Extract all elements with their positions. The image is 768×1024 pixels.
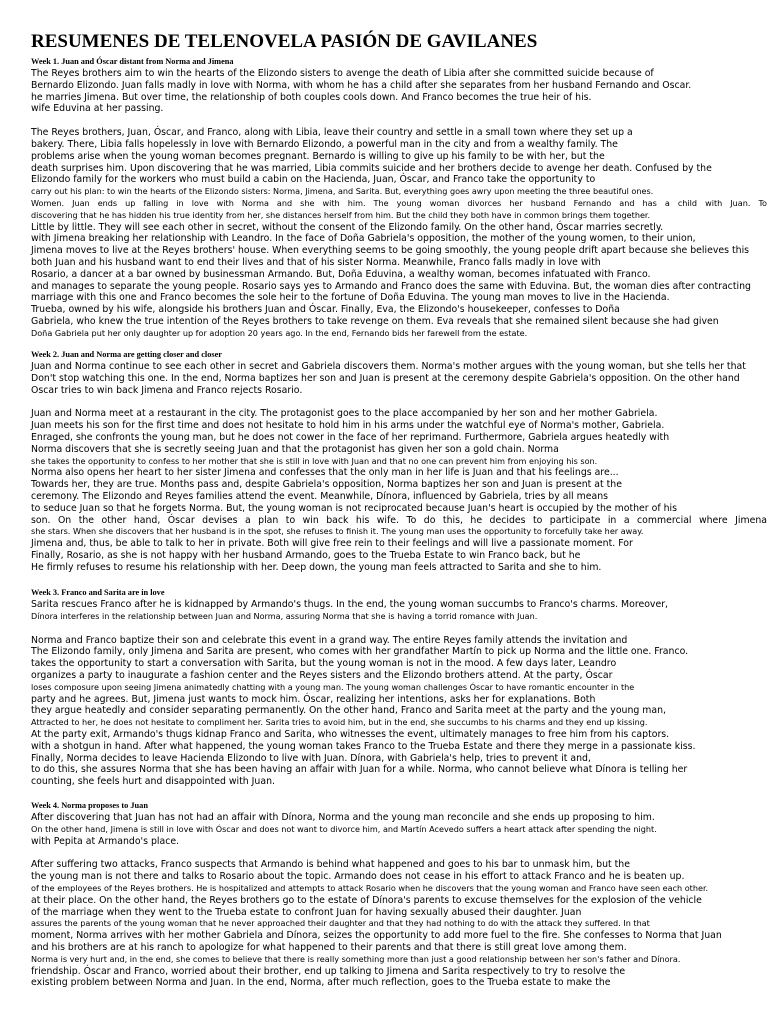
- week-1-section: [31, 56, 767, 340]
- text-line: son. On the other hand, Óscar devises a plan to win back his wife. To do this, he decides to participate in a commercial where Jimena: [31, 514, 767, 526]
- text-line: loses composure upon seeing Jimena animatedly chatting with a young man. The young woman challenges Óscar to have romantic encounter in the: [31, 681, 635, 692]
- text-line: ceremony. The Elizondo and Reyes families attend the event. Meanwhile, Dínora, influenced by Gabriela, tries by all means: [31, 490, 608, 502]
- text-line: The Elizondo family, only Jimena and Sarita are present, who comes with her grandfather Martín to pick up Norma and the little one. Franco.: [31, 646, 689, 658]
- text-line: At the party exit, Armando's thugs kidnap Franco and Sarita, who witnesses the event, ultimately manages to free him from his captors.: [31, 728, 670, 740]
- week-3-heading: Week 3. Franco and Sarita are in love: [31, 588, 165, 597]
- text-line: party and he agrees. But, Jimena just wants to mock him. Óscar, realizing her intentions, asks her for explanations. Both: [31, 693, 596, 705]
- text-line: she takes the opportunity to confess to her mother that she is still in love with Juan and that no one can prevent him from enjoying his son.: [31, 455, 598, 466]
- week-2-body: [31, 408, 767, 573]
- text-line: of the employees of the Reyes brothers. He is hospitalized and attempts to attack Rosario when he discovers that the young woman and Franco have seen each other.: [31, 882, 709, 893]
- text-line: Finally, Rosario, as she is not happy with her husband Armando, goes to the Trueba Estate to win Franco back, but he: [31, 549, 581, 561]
- text-line: Sarita rescues Franco after he is kidnapped by Armando's thugs. In the end, the young woman succumbs to Franco's charms. Moreover,: [31, 599, 669, 610]
- text-line: Little by little. They will see each other in secret, without the consent of the Elizondo family. On the other hand, Óscar marries secretly.: [31, 221, 664, 233]
- week-2-intro: [31, 361, 767, 396]
- text-line: Bernardo Elizondo. Juan falls madly in love with Norma, with whom he has a child after she separates from her husband Fernando and Oscar.: [31, 79, 692, 91]
- text-line: to do this, she assures Norma that she has been having an affair with Juan for a while. Norma, who cannot believe what Dínora is telling her: [31, 764, 688, 776]
- text-line: Jimena and, thus, be able to talk to her in private. Both will give free rein to their feelings and will live a passionate moment. For: [31, 538, 633, 550]
- week-1-body: [31, 127, 767, 339]
- week-3-section: [31, 587, 695, 788]
- text-line: Finally, Norma decides to leave Hacienda Elizondo to live with Juan. Dínora, with Gabriela's help, tries to prevent it and,: [31, 752, 591, 764]
- text-line: moment, Norma arrives with her mother Gabriela and Dínora, seizes the opportunity to add more fuel to the fire. She confesses to Norma that Juan: [31, 930, 722, 942]
- text-line: organizes a party to inaugurate a fashion center and the Reyes sisters and the Elizondo brothers attend. At the party, Óscar: [31, 669, 613, 681]
- text-line: with Pepita at Armando's place.: [31, 835, 180, 847]
- text-line: and manages to separate the young people. Rosario says yes to Armando and Franco does the same with Eduvina. But, the woman dies after contracting: [31, 280, 751, 292]
- text-line: Juan and Norma meet at a restaurant in the city. The protagonist goes to the place accompanied by her son and her mother Gabriela.: [31, 408, 658, 420]
- week-4-intro: [31, 812, 722, 847]
- text-line: bakery. There, Libia falls hopelessly in love with Bernardo Elizondo, a powerful man in the city and from a wealthy family. The: [31, 138, 618, 150]
- text-line: Women. Juan ends up falling in love with Norma and she with him. The young woman divorces her husband Fernando and has a child with Juan. To: [31, 197, 767, 208]
- text-line: Enraged, she confronts the young man, but he does not cower in the face of her reprimand. Furthermore, Gabriela argues heatedly with: [31, 431, 670, 443]
- text-line: Oscar tries to win back Jimena and Franco rejects Rosario.: [31, 384, 303, 396]
- text-line: wife Eduvina at her passing.: [31, 103, 164, 115]
- week-4-body: [31, 859, 722, 989]
- text-line: Juan meets his son for the first time and does not hesitate to hold him in his arms under the watchful eye of Norma's mother, Gabriela.: [31, 420, 665, 432]
- text-line: Trueba, owned by his wife, alongside his brothers Juan and Óscar. Finally, Eva, the Elizondo's housekeeper, confesses to Doña: [31, 304, 620, 316]
- text-line: takes the opportunity to start a conversation with Sarita, but the young woman is not in the mood. A few days later, Leandro: [31, 658, 617, 670]
- text-line: to seduce Juan so that he forgets Norma. But, the young woman is not reciprocated because Juan's heart is occupied by the mother of his: [31, 502, 677, 514]
- week-1-heading: Week 1. Juan and Óscar distant from Norma and Jimena: [31, 57, 234, 66]
- text-line: both Juan and his husband want to end their lives and that of his sister Norma. Meanwhile, Franco falls madly in love with: [31, 256, 601, 268]
- text-line: He firmly refuses to resume his relationship with her. Deep down, the young man feels attracted to Sarita and she to him.: [31, 561, 602, 573]
- week-4-section: [31, 800, 722, 989]
- text-line: Attracted to her, he does not hesitate to compliment her. Sarita tries to avoid him, but in the end, she succumbs to his charms and they end up kissing.: [31, 717, 648, 728]
- week-3-body: [31, 635, 695, 788]
- text-line: Jimena moves to live at the Reyes brothers' house. When everything seems to be going smoothly, the young people drift apart because she believes this: [31, 245, 750, 257]
- text-line: Don't stop watching this one. In the end, Norma baptizes her son and Juan is present at the ceremony despite Gabriela's opposition. On the other hand: [31, 372, 740, 384]
- text-line: Gabriela, who knew the true intention of the Reyes brothers to take revenge on them. Eva reveals that she remained silent because she had given: [31, 315, 719, 327]
- text-line: Norma is very hurt and, in the end, she comes to believe that there is really something more than just a good relationship between her son's father and Dínora.: [31, 953, 681, 964]
- text-line: Dínora interferes in the relationship between Juan and Norma, assuring Norma that she is having a torrid romance with Juan.: [31, 610, 538, 621]
- text-line: they argue heatedly and consider separating permanently. On the other hand, Franco and Sarita meet at the party and the young man,: [31, 705, 667, 717]
- text-line: Juan and Norma continue to see each other in secret and Gabriela discovers them. Norma's mother argues with the young woman, but she tells her that: [31, 361, 746, 372]
- text-line: The Reyes brothers aim to win the hearts of the Elizondo sisters to avenge the death of Libia after she committed suicide because of: [31, 68, 654, 79]
- text-line: of the marriage when they went to the Trueba estate to confront Juan for having sexually abused their daughter. Juan: [31, 906, 582, 918]
- text-line: assures the parents of the young woman that he never approached their daughter and that they had nothing to do with the attack they suffered. In that: [31, 918, 650, 929]
- text-line: Norma and Franco baptize their son and celebrate this event in a grand way. The entire Reyes family attends the invitation and: [31, 634, 628, 646]
- text-line: existing problem between Norma and Juan. In the end, Norma, after much reflection, goes to the Trueba estate to make the: [31, 977, 611, 989]
- text-line: counting, she feels hurt and disappointed with Juan.: [31, 776, 275, 788]
- text-line: problems arise when the young woman becomes pregnant. Bernardo is willing to give up his family to be with her, but the: [31, 150, 605, 162]
- text-line: Norma discovers that she is secretly seeing Juan and that the protagonist has given her son a gold chain. Norma: [31, 443, 559, 455]
- text-line: Norma also opens her heart to her sister Jimena and confesses that the only man in her life is Juan and that his feelings are...: [31, 467, 619, 479]
- text-line: friendship. Óscar and Franco, worried about their brother, end up talking to Jimena and Sarita respectively to try to resolve the: [31, 965, 626, 977]
- text-line: discovering that he has hidden his true identity from her, she distances herself from him. But the child they both have in common brings them together.: [31, 209, 651, 220]
- text-line: After discovering that Juan has not had an affair with Dínora, Norma and the young man reconcile and she ends up proposing to him.: [31, 812, 655, 823]
- text-line: with Jimena breaking her relationship with Leandro. In the face of Doña Gabriela's opposition, the mother of the young women, to their union,: [31, 233, 696, 245]
- week-2-heading: Week 2. Juan and Norma are getting closer and closer: [31, 350, 222, 359]
- text-line: and his brothers are at his ranch to apologize for what happened to their parents and that there is still great love among them.: [31, 941, 627, 953]
- text-line: with a shotgun in hand. After what happened, the young woman takes Franco to the Trueba Estate and there they merge in a passionate kiss.: [31, 740, 696, 752]
- text-line: marriage with this one and Franco becomes the sole heir to the fortune of Doña Eduvina. The young man moves to live in the Hacienda.: [31, 292, 670, 304]
- text-line: death surprises him. Upon discovering that he was married, Libia commits suicide and her brothers decide to avenge her death. Confused by the: [31, 162, 712, 174]
- text-line: The Reyes brothers, Juan, Óscar, and Franco, along with Libia, leave their country and settle in a small town where they set up a: [31, 127, 633, 139]
- text-line: Rosario, a dancer at a bar owned by businessman Armando. But, Doña Eduvina, a wealthy woman, becomes infatuated with Franco.: [31, 268, 651, 280]
- week-1-intro: [31, 68, 767, 115]
- week-2-section: [31, 349, 767, 574]
- text-line: Elizondo family for the workers who must build a cabin on the Hacienda, Juan, Óscar, and Franco take the opportunity to: [31, 174, 596, 186]
- text-line: she stars. When she discovers that her husband is in the spot, she refuses to finish it. The young man uses the opportunity to forcefully take her away.: [31, 526, 644, 537]
- text-line: Doña Gabriela put her only daughter up for adoption 20 years ago. In the end, Fernando bids her farewell from the estate.: [31, 327, 528, 338]
- text-line: the young man is not there and talks to Rosario about the topic. Armando does not cease in his effort to attack Franco and he is beaten up.: [31, 871, 685, 883]
- text-line: After suffering two attacks, Franco suspects that Armando is behind what happened and goes to his bar to unmask him, but the: [31, 859, 630, 871]
- week-3-intro: [31, 599, 695, 623]
- text-line: at their place. On the other hand, the Reyes brothers go to the estate of Dínora's parents to excuse themselves for the explosion of the vehicle: [31, 894, 702, 906]
- text-line: On the other hand, Jimena is still in love with Óscar and does not want to divorce him, and Martín Acevedo suffers a heart attack after spending the night.: [31, 823, 657, 834]
- text-line: carry out his plan: to win the hearts of the Elizondo sisters: Norma, Jimena, and Sarita. But, everything goes awry upon meeting the three beautiful ones.: [31, 186, 654, 197]
- document-title: RESUMENES DE TELENOVELA PASIÓN DE GAVILANES: [31, 31, 538, 52]
- text-line: Towards her, they are true. Months pass and, despite Gabriela's opposition, Norma baptizes her son and Juan is present at the: [31, 479, 622, 491]
- week-4-heading: Week 4. Norma proposes to Juan: [31, 801, 148, 810]
- text-line: he marries Jimena. But over time, the relationship of both couples cools down. And Franco becomes the true heir of his.: [31, 91, 592, 103]
